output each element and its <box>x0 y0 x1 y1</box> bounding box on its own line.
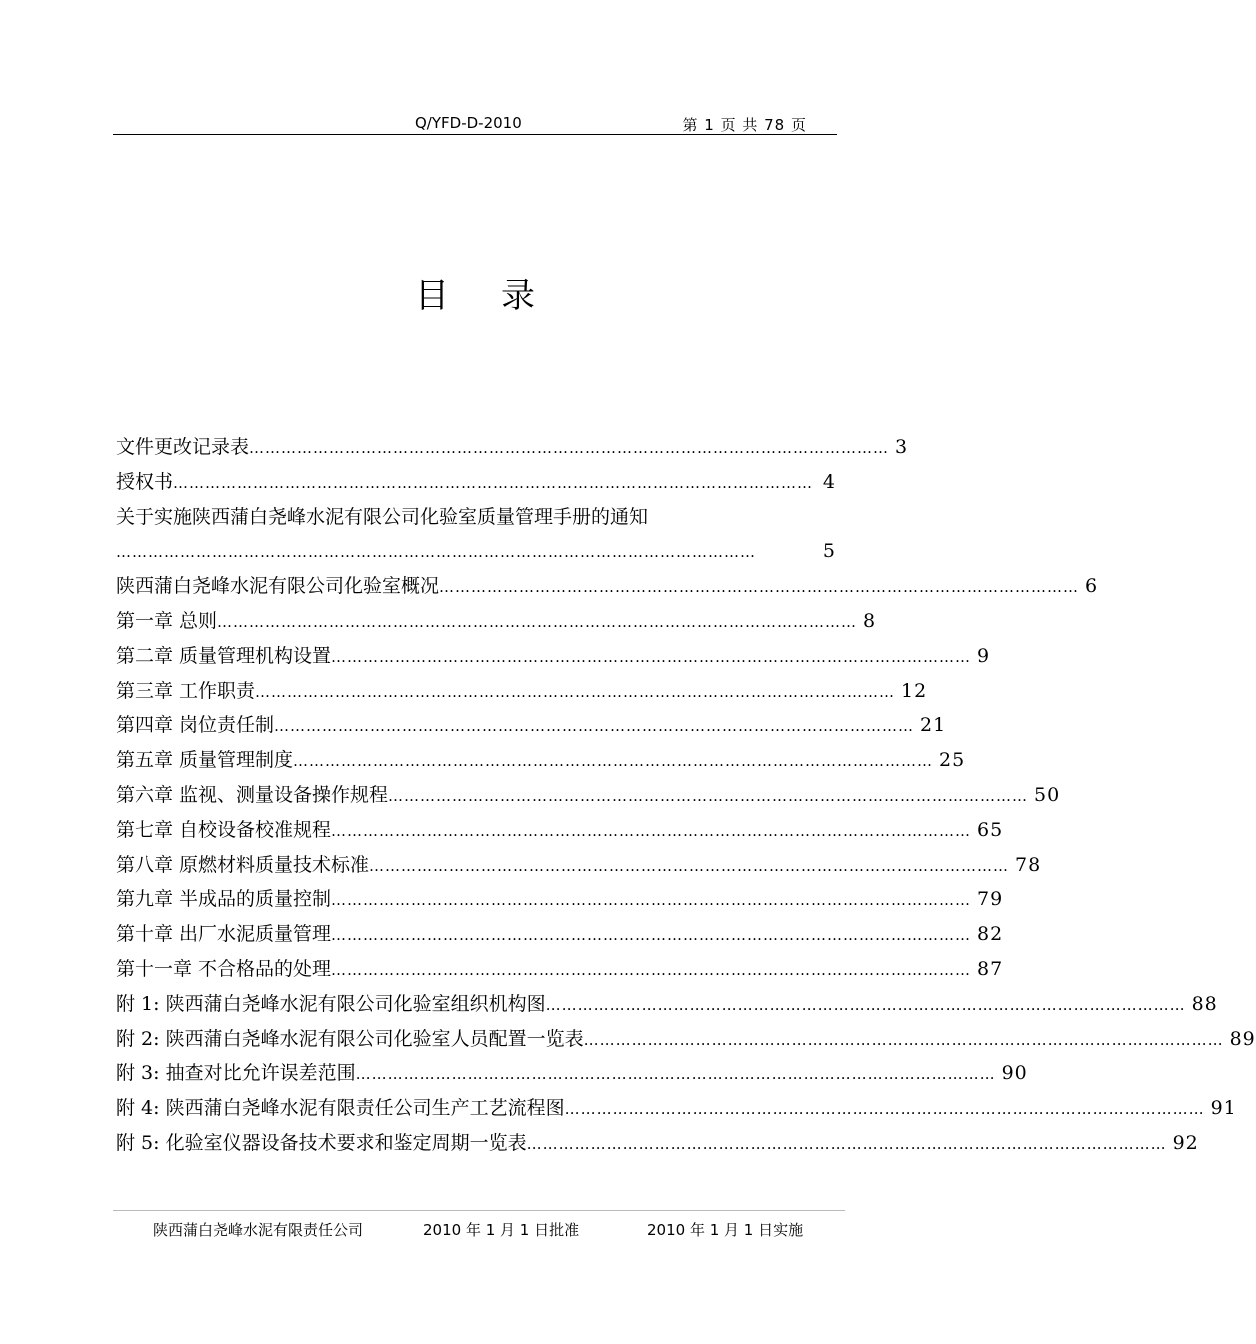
toc-entry-page: 5 <box>822 540 836 563</box>
page-number-info: 第 1 页 共 78 页 <box>682 116 807 134</box>
toc-dot-leader: ………………………………………………………………………………………………………… <box>583 1030 1224 1049</box>
table-of-contents <box>116 430 1256 1161</box>
toc-entry-label: 第七章 自校设备校准规程 <box>116 818 332 841</box>
page-title: 目录 <box>415 276 587 316</box>
toc-entry[interactable] <box>116 882 1004 917</box>
toc-dot-leader: ………………………………………………………………………………………………………… <box>355 1065 996 1084</box>
toc-entry-label: 第十章 出厂水泥质量管理 <box>116 923 332 946</box>
toc-dot-leader: ………………………………………………………………………………………………………… <box>545 995 1186 1014</box>
toc-entry-label: 关于实施陕西蒲白尧峰水泥有限公司化验室质量管理手册的通知 <box>116 505 649 528</box>
toc-entry[interactable] <box>116 430 909 465</box>
toc-entry-page: 65 <box>977 818 1004 841</box>
toc-entry-label: 第八章 原燃材料质量技术标准 <box>116 853 370 876</box>
toc-entry-label: 附 1: 陕西蒲白尧峰水泥有限公司化验室组织机构图 <box>116 992 546 1015</box>
toc-dot-leader: ………………………………………………………………………………………………………… <box>293 752 934 771</box>
toc-entry[interactable] <box>116 1091 1237 1126</box>
toc-entry-label: 附 2: 陕西蒲白尧峰水泥有限公司化验室人员配置一览表 <box>116 1027 584 1050</box>
toc-entry-page: 9 <box>977 644 991 667</box>
toc-entry-label: 第三章 工作职责 <box>116 679 256 702</box>
toc-entry[interactable] <box>116 848 1042 883</box>
toc-entry-page: 78 <box>1015 853 1042 876</box>
toc-dot-leader: ………………………………………………………………………………………………………… <box>249 439 890 457</box>
toc-entry[interactable] <box>116 708 947 743</box>
toc-entry[interactable] <box>116 1022 1256 1057</box>
toc-entry-page: 90 <box>1001 1062 1028 1085</box>
toc-entry-page: 88 <box>1191 992 1218 1015</box>
toc-entry[interactable] <box>116 500 836 535</box>
toc-entry-page: 91 <box>1210 1097 1237 1120</box>
toc-entry[interactable] <box>116 987 1218 1022</box>
toc-entry-label: 附 3: 抽查对比允许误差范围 <box>116 1062 356 1085</box>
toc-entry-page: 50 <box>1034 783 1061 806</box>
toc-dot-leader: ………………………………………………………………………………………………………… <box>217 612 858 631</box>
toc-entry[interactable] <box>116 639 991 674</box>
footer-company: 陕西蒲白尧峰水泥有限责任公司 <box>153 1221 364 1239</box>
toc-dot-leader: ………………………………………………………………………………………………………… <box>331 891 972 910</box>
toc-entry[interactable] <box>116 465 836 500</box>
toc-dot-leader: ………………………………………………………………………………………………………… <box>439 578 1080 597</box>
toc-entry-page: 87 <box>977 957 1004 980</box>
page-footer <box>113 1210 845 1247</box>
toc-entry-label: 授权书 <box>116 470 174 493</box>
toc-entry-label: 附 4: 陕西蒲白尧峰水泥有限责任公司生产工艺流程图 <box>116 1097 565 1120</box>
toc-entry-page: 12 <box>901 679 928 702</box>
footer-approved-date: 2010 年 1 月 1 日批准 <box>423 1221 580 1239</box>
toc-entry-page: 25 <box>939 749 966 772</box>
toc-entry-page: 92 <box>1172 1131 1199 1154</box>
toc-entry-label: 第四章 岗位责任制 <box>116 714 275 737</box>
toc-entry[interactable] <box>116 534 836 569</box>
toc-entry-label: 第十一章 不合格品的处理 <box>116 957 332 980</box>
toc-entry[interactable] <box>116 569 1099 604</box>
toc-entry-label: 文件更改记录表 <box>116 436 250 458</box>
toc-entry-page: 6 <box>1085 575 1099 598</box>
toc-entry-label: 第一章 总则 <box>116 609 218 632</box>
page-header <box>113 112 837 135</box>
toc-entry[interactable] <box>116 674 928 709</box>
toc-dot-leader: ………………………………………………………………………………………………………… <box>173 473 814 492</box>
toc-entry-label: 陕西蒲白尧峰水泥有限公司化验室概况 <box>116 575 440 598</box>
toc-dot-leader: ………………………………………………………………………………………………………… <box>331 821 972 840</box>
toc-entry-page: 82 <box>977 923 1004 946</box>
toc-dot-leader: ………………………………………………………………………………………………………… <box>331 960 972 979</box>
toc-dot-leader: ………………………………………………………………………………………………………… <box>526 1134 1167 1153</box>
toc-entry[interactable] <box>116 743 966 778</box>
toc-dot-leader: ………………………………………………………………………………………………………… <box>331 926 972 945</box>
toc-entry-page: 3 <box>895 436 909 458</box>
toc-entry-label: 第九章 半成品的质量控制 <box>116 888 332 911</box>
toc-dot-leader: ………………………………………………………………………………………………………… <box>116 543 756 562</box>
toc-entry[interactable] <box>116 1126 1199 1161</box>
toc-entry[interactable] <box>116 917 1004 952</box>
toc-entry[interactable] <box>116 778 1061 813</box>
toc-entry-label: 第二章 质量管理机构设置 <box>116 644 332 667</box>
toc-entry-label: 第六章 监视、测量设备操作规程 <box>116 783 389 806</box>
toc-entry-label: 附 5: 化验室仪器设备技术要求和鉴定周期一览表 <box>116 1131 527 1154</box>
toc-dot-leader: ………………………………………………………………………………………………………… <box>274 717 915 736</box>
footer-effective-date: 2010 年 1 月 1 日实施 <box>647 1221 804 1239</box>
toc-dot-leader: ………………………………………………………………………………………………………… <box>331 647 972 666</box>
toc-entry-page: 89 <box>1229 1027 1256 1050</box>
toc-entry[interactable] <box>116 813 1004 848</box>
toc-entry-label: 第五章 质量管理制度 <box>116 749 294 772</box>
toc-dot-leader: ………………………………………………………………………………………………………… <box>255 682 896 701</box>
document-code: Q/YFD-D-2010 <box>415 114 522 132</box>
toc-dot-leader: ………………………………………………………………………………………………………… <box>388 786 1029 805</box>
toc-entry-page: 79 <box>977 888 1004 911</box>
toc-entry[interactable] <box>116 952 1004 987</box>
toc-entry-page: 8 <box>863 609 877 632</box>
toc-entry[interactable] <box>116 604 877 639</box>
toc-entry[interactable] <box>116 1056 1028 1091</box>
toc-entry-page: 4 <box>822 470 836 493</box>
toc-dot-leader: ………………………………………………………………………………………………………… <box>369 856 1010 875</box>
toc-dot-leader: ………………………………………………………………………………………………………… <box>564 1100 1205 1119</box>
toc-entry-page: 21 <box>920 714 947 737</box>
